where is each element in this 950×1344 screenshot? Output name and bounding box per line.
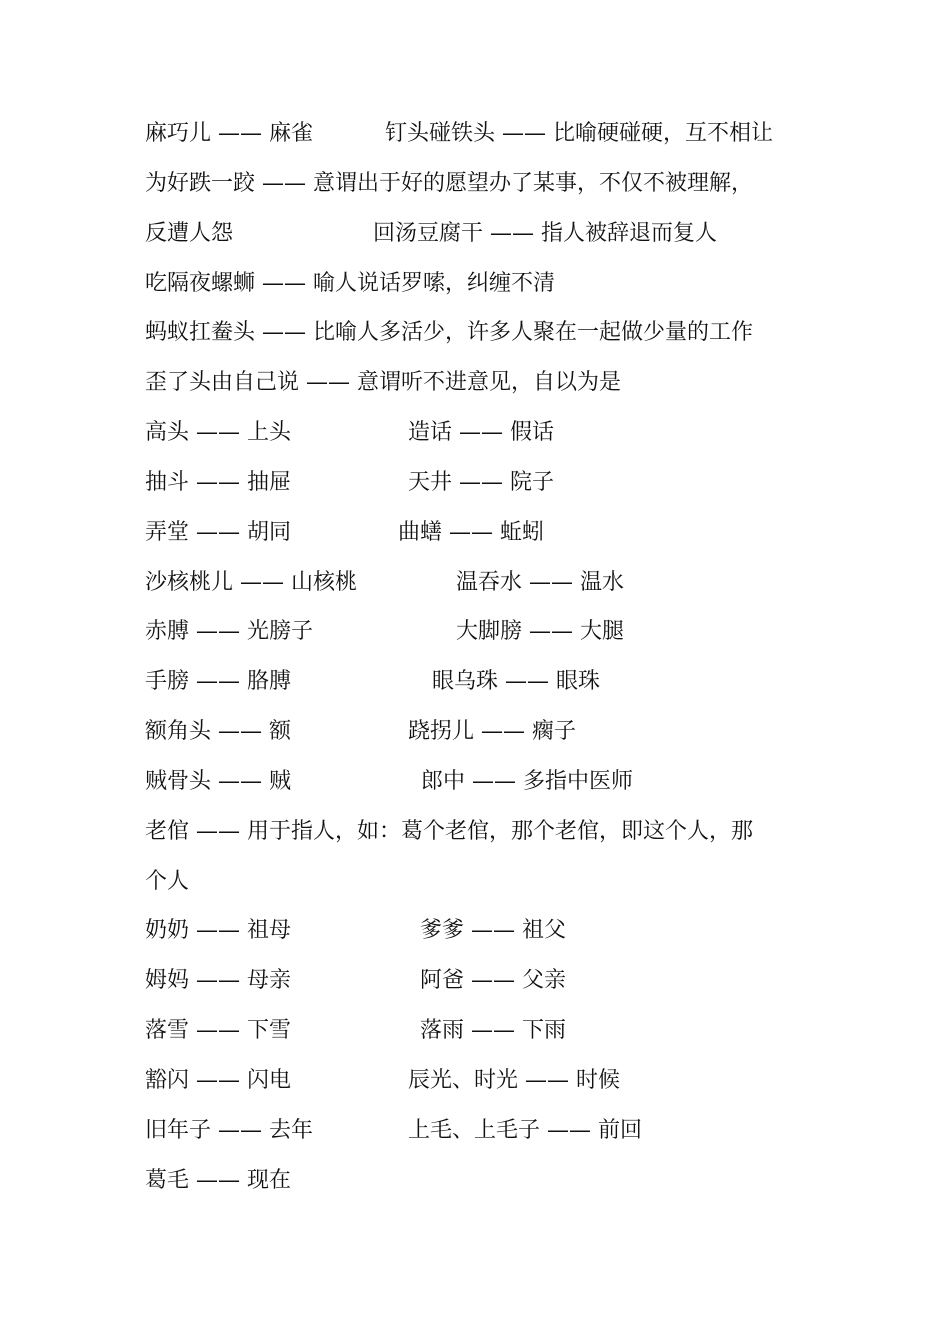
- entry: 曲蟮 —— 蚯蚓: [398, 520, 544, 545]
- text-line: [145, 217, 815, 251]
- text-line: [145, 566, 815, 600]
- text-line: [145, 1014, 815, 1048]
- entry: 大脚膀 —— 大腿: [456, 619, 624, 644]
- entry: 落雪 —— 下雪: [145, 1018, 291, 1043]
- entry: 葛毛 —— 现在: [145, 1168, 291, 1193]
- entry: 上毛、上毛子 —— 前回: [408, 1118, 642, 1143]
- text-line: [145, 964, 815, 998]
- text-line: [145, 615, 815, 649]
- entry: 贼骨头 —— 贼: [145, 769, 291, 794]
- text-line: [145, 865, 815, 899]
- text-line: [145, 466, 815, 500]
- entry: 辰光、时光 —— 时候: [408, 1068, 620, 1093]
- entry: 姆妈 —— 母亲: [145, 968, 291, 993]
- entry: 沙核桃儿 —— 山核桃: [145, 570, 357, 595]
- entry: 麻巧儿 —— 麻雀: [145, 121, 313, 146]
- entry: 弄堂 —— 胡同: [145, 520, 291, 545]
- text-line: [145, 815, 815, 849]
- entry: 钉头碰铁头 —— 比喻硬碰硬，互不相让: [385, 121, 773, 146]
- entry: 郎中 —— 多指中医师: [421, 769, 633, 794]
- text-line: [145, 665, 815, 699]
- text-line: [145, 516, 815, 550]
- entry: 老倌 —— 用于指人，如：葛个老倌，那个老倌，即这个人，那: [145, 819, 753, 844]
- entry: 高头 —— 上头: [145, 420, 291, 445]
- entry: 回汤豆腐干 —— 指人被辞退而复人: [373, 221, 717, 246]
- entry: 手膀 —— 胳膊: [145, 669, 291, 694]
- entry: 反遭人怨: [145, 221, 234, 246]
- entry: 为好跌一跤 —— 意谓出于好的愿望办了某事，不仅不被理解，: [145, 171, 753, 196]
- text-line: [145, 715, 815, 749]
- text-line: [145, 316, 815, 350]
- entry: 落雨 —— 下雨: [420, 1018, 566, 1043]
- text-line: [145, 366, 815, 400]
- text-line: [145, 1114, 815, 1148]
- entry: 歪了头由自己说 —— 意谓听不进意见，自以为是: [145, 370, 621, 395]
- entry: 眼乌珠 —— 眼珠: [432, 669, 600, 694]
- entry: 奶奶 —— 祖母: [145, 918, 291, 943]
- entry: 旧年子 —— 去年: [145, 1118, 313, 1143]
- entry: 天井 —— 院子: [408, 470, 554, 495]
- entry: 阿爸 —— 父亲: [420, 968, 566, 993]
- entry: 额角头 —— 额: [145, 719, 291, 744]
- entry: 吃隔夜螺蛳 —— 喻人说话罗嗦，纠缠不清: [145, 271, 555, 296]
- text-line: [145, 1164, 815, 1198]
- entry: 蚂蚁扛鲞头 —— 比喻人多活少，许多人聚在一起做少量的工作: [145, 320, 753, 345]
- entry: 个人: [145, 869, 190, 894]
- text-line: [145, 167, 815, 201]
- text-line: [145, 117, 815, 151]
- text-line: [145, 267, 815, 301]
- text-line: [145, 765, 815, 799]
- entry: 温吞水 —— 温水: [456, 570, 624, 595]
- entry: 抽斗 —— 抽屉: [145, 470, 291, 495]
- entry: 豁闪 —— 闪电: [145, 1068, 291, 1093]
- text-line: [145, 914, 815, 948]
- text-line: [145, 1064, 815, 1098]
- text-line: [145, 416, 815, 450]
- entry: 造话 —— 假话: [408, 420, 554, 445]
- entry: 赤膊 —— 光膀子: [145, 619, 313, 644]
- entry: 跷拐儿 —— 瘸子: [408, 719, 576, 744]
- entry: 爹爹 —— 祖父: [420, 918, 566, 943]
